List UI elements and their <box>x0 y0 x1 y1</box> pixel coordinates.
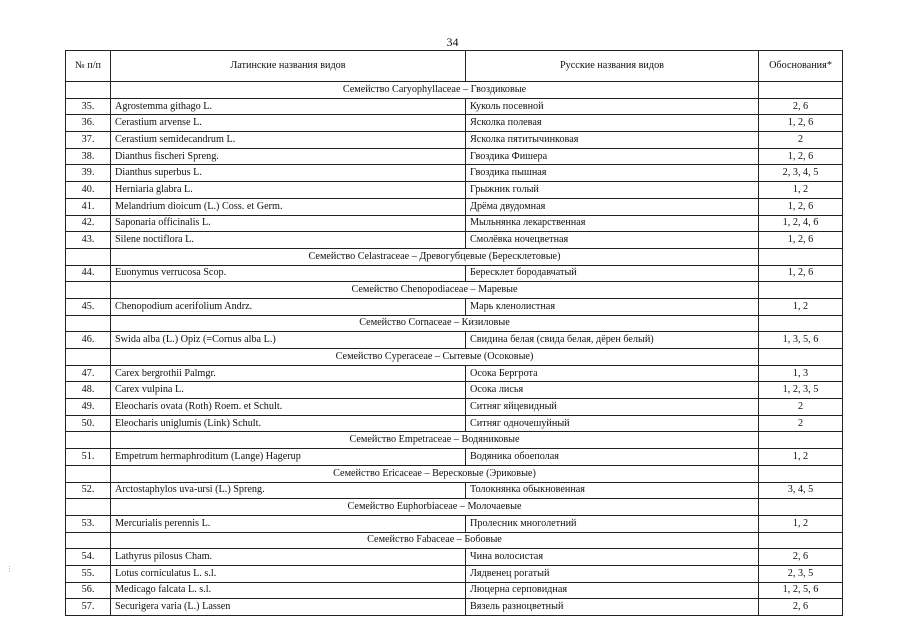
russian-name: Мыльнянка лекарственная <box>466 215 759 232</box>
row-number: 54. <box>66 549 111 566</box>
family-name: Семейство Chenopodiaceae – Маревые <box>111 282 759 299</box>
family-empty-cell <box>66 349 111 366</box>
row-number: 50. <box>66 415 111 432</box>
justification: 1, 2, 6 <box>759 265 843 282</box>
russian-name: Толокнянка обыкновенная <box>466 482 759 499</box>
header-num: № п/п <box>66 51 111 82</box>
table-row <box>66 515 843 532</box>
justification: 2 <box>759 132 843 149</box>
justification: 1, 2 <box>759 515 843 532</box>
family-empty-cell <box>66 465 111 482</box>
table-row <box>66 232 843 249</box>
table-row <box>66 332 843 349</box>
latin-name: Saponaria officinalis L. <box>111 215 466 232</box>
row-number: 56. <box>66 582 111 599</box>
table-row <box>66 298 843 315</box>
latin-name: Dianthus fischeri Spreng. <box>111 148 466 165</box>
russian-name: Ясколка пятитычинковая <box>466 132 759 149</box>
latin-name: Euonymus verrucosa Scop. <box>111 265 466 282</box>
family-name: Семейство Empetraceae – Водяниковые <box>111 432 759 449</box>
row-number: 46. <box>66 332 111 349</box>
russian-name: Смолёвка ночецветная <box>466 232 759 249</box>
family-row <box>66 532 843 549</box>
justification: 3, 4, 5 <box>759 482 843 499</box>
justification: 1, 2, 4, 6 <box>759 215 843 232</box>
table-row <box>66 399 843 416</box>
row-number: 47. <box>66 365 111 382</box>
row-number: 41. <box>66 198 111 215</box>
justification: 1, 2, 3, 5 <box>759 382 843 399</box>
latin-name: Securigera varia (L.) Lassen <box>111 599 466 616</box>
family-name: Семейство Celastraceae – Древогубцевые (Бересклетовые) <box>111 248 759 265</box>
russian-name: Лядвенец рогатый <box>466 565 759 582</box>
family-empty-cell <box>759 349 843 366</box>
row-number: 40. <box>66 182 111 199</box>
family-empty-cell <box>66 432 111 449</box>
table-row <box>66 215 843 232</box>
row-number: 36. <box>66 115 111 132</box>
row-number: 53. <box>66 515 111 532</box>
latin-name: Swida alba (L.) Opiz (=Cornus alba L.) <box>111 332 466 349</box>
table-row <box>66 565 843 582</box>
margin-mark: ⋮ <box>6 565 13 573</box>
russian-name: Куколь посевной <box>466 98 759 115</box>
latin-name: Medicago falcata L. s.l. <box>111 582 466 599</box>
justification: 2, 3, 5 <box>759 565 843 582</box>
table-row <box>66 449 843 466</box>
latin-name: Cerastium arvense L. <box>111 115 466 132</box>
justification: 1, 2, 5, 6 <box>759 582 843 599</box>
family-empty-cell <box>759 432 843 449</box>
family-row <box>66 248 843 265</box>
table-row <box>66 382 843 399</box>
family-row <box>66 465 843 482</box>
table-row <box>66 365 843 382</box>
row-number: 44. <box>66 265 111 282</box>
family-name: Семейство Ericaceae – Вересковые (Эриковые) <box>111 465 759 482</box>
justification: 1, 2 <box>759 182 843 199</box>
justification: 2 <box>759 399 843 416</box>
row-number: 45. <box>66 298 111 315</box>
table-row <box>66 599 843 616</box>
table-row <box>66 148 843 165</box>
latin-name: Lathyrus pilosus Cham. <box>111 549 466 566</box>
justification: 1, 2, 6 <box>759 115 843 132</box>
russian-name: Гвоздика Фишера <box>466 148 759 165</box>
header-latin: Латинские названия видов <box>111 51 466 82</box>
family-empty-cell <box>759 499 843 516</box>
latin-name: Arctostaphylos uva-ursi (L.) Spreng. <box>111 482 466 499</box>
row-number: 39. <box>66 165 111 182</box>
family-row <box>66 432 843 449</box>
row-number: 48. <box>66 382 111 399</box>
family-empty-cell <box>66 499 111 516</box>
family-empty-cell <box>66 532 111 549</box>
russian-name: Дрёма двудомная <box>466 198 759 215</box>
russian-name: Водяника обоеполая <box>466 449 759 466</box>
latin-name: Silene noctiflora L. <box>111 232 466 249</box>
russian-name: Грыжник голый <box>466 182 759 199</box>
latin-name: Mercurialis perennis L. <box>111 515 466 532</box>
row-number: 35. <box>66 98 111 115</box>
latin-name: Dianthus superbus L. <box>111 165 466 182</box>
table-row <box>66 482 843 499</box>
family-empty-cell <box>66 315 111 332</box>
table-row <box>66 165 843 182</box>
table-row <box>66 582 843 599</box>
justification: 2, 6 <box>759 98 843 115</box>
row-number: 55. <box>66 565 111 582</box>
latin-name: Eleocharis uniglumis (Link) Schult. <box>111 415 466 432</box>
justification: 1, 2, 6 <box>759 148 843 165</box>
justification: 1, 3 <box>759 365 843 382</box>
family-row <box>66 499 843 516</box>
justification: 1, 2 <box>759 298 843 315</box>
table-body <box>66 82 843 616</box>
family-name: Семейство Fabaceae – Бобовые <box>111 532 759 549</box>
row-number: 38. <box>66 148 111 165</box>
russian-name: Вязель разноцветный <box>466 599 759 616</box>
row-number: 51. <box>66 449 111 466</box>
latin-name: Herniaria glabra L. <box>111 182 466 199</box>
justification: 1, 2 <box>759 449 843 466</box>
latin-name: Chenopodium acerifolium Andrz. <box>111 298 466 315</box>
latin-name: Empetrum hermaphroditum (Lange) Hagerup <box>111 449 466 466</box>
species-table <box>65 50 843 616</box>
family-empty-cell <box>759 532 843 549</box>
russian-name: Люцерна серповидная <box>466 582 759 599</box>
latin-name: Eleocharis ovata (Roth) Roem. et Schult. <box>111 399 466 416</box>
table-row <box>66 98 843 115</box>
family-name: Семейство Caryophyllaceae – Гвоздиковые <box>111 82 759 99</box>
row-number: 42. <box>66 215 111 232</box>
page-number: 34 <box>446 35 459 49</box>
row-number: 43. <box>66 232 111 249</box>
latin-name: Cerastium semidecandrum L. <box>111 132 466 149</box>
latin-name: Melandrium dioicum (L.) Coss. et Germ. <box>111 198 466 215</box>
table-header-row <box>66 51 843 82</box>
family-row <box>66 282 843 299</box>
russian-name: Гвоздика пышная <box>466 165 759 182</box>
row-number: 57. <box>66 599 111 616</box>
family-empty-cell <box>66 282 111 299</box>
family-empty-cell <box>759 248 843 265</box>
russian-name: Пролесник многолетний <box>466 515 759 532</box>
table-row <box>66 265 843 282</box>
family-empty-cell <box>759 465 843 482</box>
russian-name: Свидина белая (свида белая, дёрен белый) <box>466 332 759 349</box>
family-empty-cell <box>66 82 111 99</box>
family-row <box>66 82 843 99</box>
table-row <box>66 198 843 215</box>
justification: 2 <box>759 415 843 432</box>
justification: 2, 6 <box>759 549 843 566</box>
russian-name: Ситняг яйцевидный <box>466 399 759 416</box>
justification: 1, 2, 6 <box>759 232 843 249</box>
russian-name: Чина волосистая <box>466 549 759 566</box>
russian-name: Ситняг одночешуйный <box>466 415 759 432</box>
justification: 1, 3, 5, 6 <box>759 332 843 349</box>
russian-name: Марь кленолистная <box>466 298 759 315</box>
family-name: Семейство Euphorbiaceae – Молочаевые <box>111 499 759 516</box>
latin-name: Carex bergrothii Palmgr. <box>111 365 466 382</box>
family-empty-cell <box>66 248 111 265</box>
table-row <box>66 182 843 199</box>
row-number: 49. <box>66 399 111 416</box>
table-row <box>66 415 843 432</box>
family-name: Семейство Cornaceae – Кизиловые <box>111 315 759 332</box>
justification: 1, 2, 6 <box>759 198 843 215</box>
header-justification: Обоснования* <box>759 51 843 82</box>
family-empty-cell <box>759 282 843 299</box>
row-number: 37. <box>66 132 111 149</box>
family-row <box>66 315 843 332</box>
header-russian: Русские названия видов <box>466 51 759 82</box>
russian-name: Бересклет бородавчатый <box>466 265 759 282</box>
justification: 2, 3, 4, 5 <box>759 165 843 182</box>
russian-name: Ясколка полевая <box>466 115 759 132</box>
latin-name: Agrostemma githago L. <box>111 98 466 115</box>
family-empty-cell <box>759 315 843 332</box>
table-row <box>66 115 843 132</box>
latin-name: Lotus corniculatus L. s.l. <box>111 565 466 582</box>
russian-name: Осока лисья <box>466 382 759 399</box>
row-number: 52. <box>66 482 111 499</box>
family-name: Семейство Cyperaceae – Сытевые (Осоковые) <box>111 349 759 366</box>
family-empty-cell <box>759 82 843 99</box>
table-row <box>66 132 843 149</box>
russian-name: Осока Бергрота <box>466 365 759 382</box>
justification: 2, 6 <box>759 599 843 616</box>
table-row <box>66 549 843 566</box>
family-row <box>66 349 843 366</box>
latin-name: Carex vulpina L. <box>111 382 466 399</box>
